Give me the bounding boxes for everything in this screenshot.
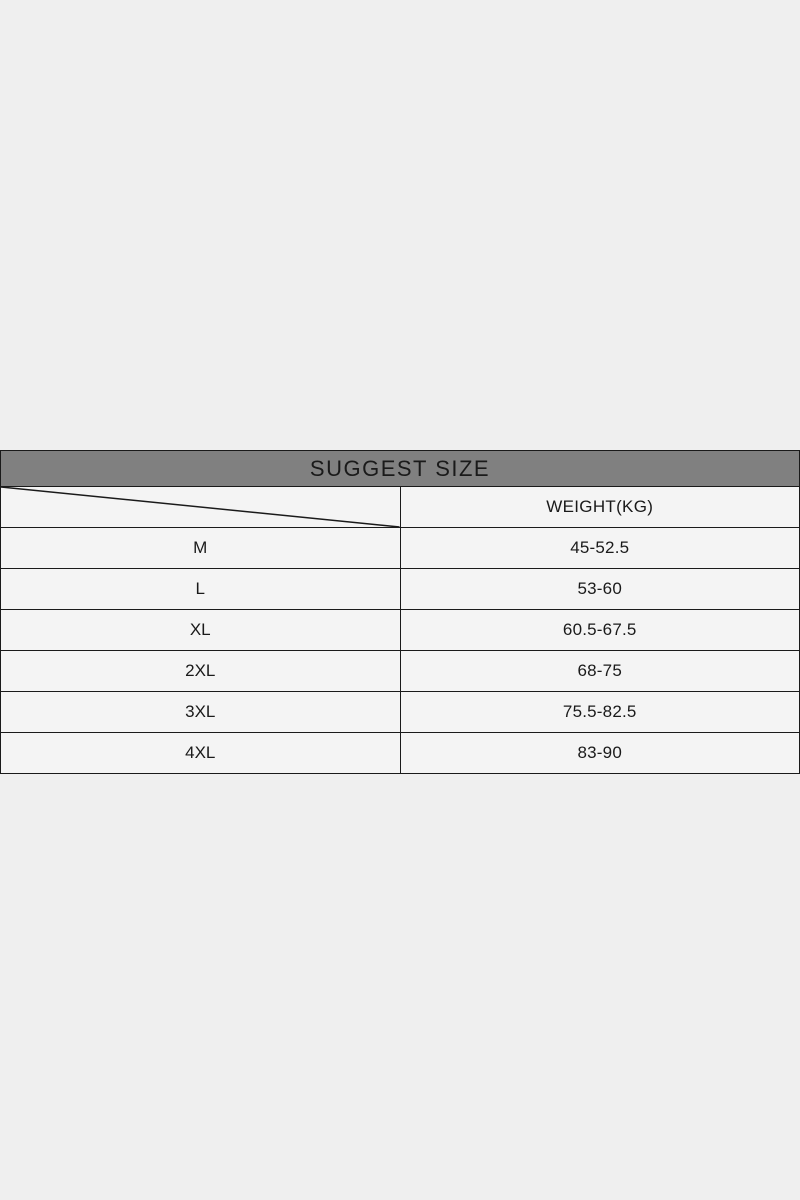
size-label: L: [1, 569, 401, 610]
size-chart: [0, 450, 800, 774]
weight-value: 68-75: [400, 651, 800, 692]
table-row: [1, 733, 800, 774]
table-row: [1, 610, 800, 651]
weight-value: 60.5-67.5: [400, 610, 800, 651]
column-header-weight: WEIGHT(KG): [400, 487, 800, 528]
table-row: [1, 528, 800, 569]
weight-value: 75.5-82.5: [400, 692, 800, 733]
size-label: 3XL: [1, 692, 401, 733]
size-label: M: [1, 528, 401, 569]
weight-value: 53-60: [400, 569, 800, 610]
size-label: 4XL: [1, 733, 401, 774]
size-label: XL: [1, 610, 401, 651]
diagonal-divider-icon: [1, 487, 401, 528]
size-label: 2XL: [1, 651, 401, 692]
table-title-row: [1, 451, 800, 487]
weight-value: 45-52.5: [400, 528, 800, 569]
size-table: [0, 450, 800, 774]
table-header-row: [1, 487, 800, 528]
table-row: [1, 692, 800, 733]
weight-value: 83-90: [400, 733, 800, 774]
size-chart-title: SUGGEST SIZE: [1, 451, 800, 487]
table-row: [1, 651, 800, 692]
table-row: [1, 569, 800, 610]
